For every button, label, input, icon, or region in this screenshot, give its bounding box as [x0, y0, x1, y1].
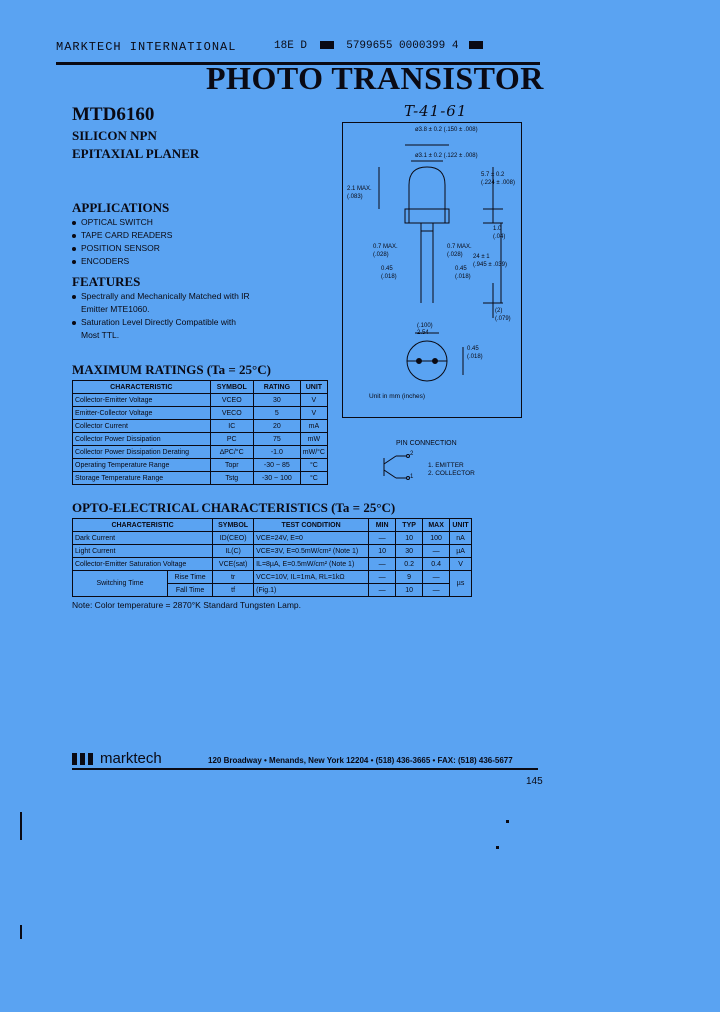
table-header-row — [73, 381, 328, 394]
features-heading: FEATURES — [72, 274, 141, 289]
pin-legend — [428, 462, 475, 478]
table-cell: (Fig.1) — [254, 584, 369, 597]
table-cell: °C — [300, 472, 327, 485]
table-cell: VECO — [210, 407, 253, 420]
table-cell: 9 — [396, 571, 423, 584]
list-item-text: OPTICAL SWITCH — [81, 217, 153, 227]
table-cell: mA — [300, 420, 327, 433]
table-cell: VCE(sat) — [213, 558, 254, 571]
table-cell: mW — [300, 433, 327, 446]
part-number: MTD6160 — [72, 104, 155, 125]
list-item-text: TAPE CARD READERS — [81, 230, 173, 240]
subtitle-silicon: SILICON NPN — [72, 128, 157, 143]
table-cell: IL=8µA, E=0.5mW/cm² (Note 1) — [254, 558, 369, 571]
table-cell: — — [369, 558, 396, 571]
pin-collector-label: 2. COLLECTOR — [428, 470, 475, 477]
table-cell: °C — [300, 459, 327, 472]
table-cell: — — [369, 532, 396, 545]
table-cell: µA — [450, 545, 472, 558]
table-cell: 30 — [253, 394, 300, 407]
table-row — [73, 472, 328, 485]
dim-pitch: (.100) 2.54 — [417, 323, 433, 336]
dim-lead-thick-right: 0.45 (.018) — [455, 266, 471, 280]
column-header: MIN — [369, 519, 396, 532]
table-cell: V — [300, 394, 327, 407]
bullet-icon — [72, 260, 76, 264]
table-cell: tf — [213, 584, 254, 597]
opto-heading: OPTO-ELECTRICAL CHARACTERISTICS (Ta = 25°C) — [72, 500, 396, 515]
page-number: 145 — [526, 776, 543, 787]
column-header: RATING — [253, 381, 300, 394]
column-header: UNIT — [300, 381, 327, 394]
bottom-rule — [72, 768, 538, 770]
column-header: SYMBOL — [213, 519, 254, 532]
applications-list — [72, 216, 172, 268]
table-cell: V — [300, 407, 327, 420]
column-header: SYMBOL — [210, 381, 253, 394]
scan-speck — [496, 846, 499, 849]
column-header: CHARACTERISTIC — [73, 381, 211, 394]
table-header-row — [73, 519, 472, 532]
dim-lead-length: 24 ± 1 (.945 ± .039) — [473, 254, 507, 268]
logo-bars-icon — [72, 753, 96, 765]
bullet-icon — [72, 295, 76, 299]
table-cell: Storage Temperature Range — [73, 472, 211, 485]
table-cell: tr — [213, 571, 254, 584]
scan-speck — [506, 820, 509, 823]
pin-connection-heading: PIN CONNECTION — [396, 440, 457, 447]
table-cell: 20 — [253, 420, 300, 433]
table-cell: 5 — [253, 407, 300, 420]
table-cell: nA — [450, 532, 472, 545]
table-row — [73, 545, 472, 558]
header-block-mark — [320, 41, 334, 49]
table-cell: ID(CEO) — [213, 532, 254, 545]
table-cell: 75 — [253, 433, 300, 446]
table-row — [73, 433, 328, 446]
drawing-units: Unit in mm (inches) — [369, 393, 425, 400]
table-cell: Emitter-Collector Voltage — [73, 407, 211, 420]
table-cell: IL(C) — [213, 545, 254, 558]
table-cell: 0.2 — [396, 558, 423, 571]
list-item — [72, 216, 172, 229]
table-cell: VCE=24V, E=0 — [254, 532, 369, 545]
list-item-text: Spectrally and Mechanically Matched with IR — [81, 291, 250, 301]
dim-inner-diameter: ø3.1 ± 0.2 (.122 ± .008) — [415, 153, 478, 159]
features-list — [72, 290, 250, 342]
table-cell: Topr — [210, 459, 253, 472]
pin-number-1: 1 — [410, 474, 414, 480]
table-row — [73, 394, 328, 407]
list-item — [72, 229, 172, 242]
package-outline-svg — [343, 123, 521, 417]
table-cell: Collector Power Dissipation Derating — [73, 446, 211, 459]
dim-stub: (2) (.079) — [495, 308, 511, 322]
column-header: TYP — [396, 519, 423, 532]
subtitle-epitaxial: EPITAXIAL PLANER — [72, 146, 200, 161]
dim-lead-left: 0.7 MAX. (.028) — [373, 244, 398, 258]
company-header: MARKTECH INTERNATIONAL — [56, 40, 237, 54]
list-item-cont: Most TTL. — [81, 330, 120, 340]
dim-side: 0.45 (.018) — [467, 346, 483, 360]
table-cell: VCC=10V, IL=1mA, RL=1kΩ — [254, 571, 369, 584]
table-cell: -30 ~ 100 — [253, 472, 300, 485]
dim-height: 2.1 MAX. (.083) — [347, 186, 372, 200]
table-cell: Collector Power Dissipation — [73, 433, 211, 446]
pin-number-2: 2 — [410, 451, 414, 457]
dim-lead-thick-left: 0.45 (.018) — [381, 266, 397, 280]
table-cell: IC — [210, 420, 253, 433]
table-cell: — — [423, 584, 450, 597]
table-cell: -30 ~ 85 — [253, 459, 300, 472]
table-row — [73, 407, 328, 420]
table-cell: 10 — [396, 584, 423, 597]
handwritten-note: T-41-61 — [404, 102, 468, 120]
table-cell: V — [450, 558, 472, 571]
table-cell: Collector Current — [73, 420, 211, 433]
table-cell: PC — [210, 433, 253, 446]
table-cell: Dark Current — [73, 532, 213, 545]
table-cell: µs — [450, 571, 472, 597]
column-header: CHARACTERISTIC — [73, 519, 213, 532]
column-header: UNIT — [450, 519, 472, 532]
table-cell: Rise Time — [168, 571, 213, 584]
dim-outer-diameter: ø3.8 ± 0.2 (.150 ± .008) — [415, 127, 478, 133]
table-cell: — — [369, 584, 396, 597]
table-cell: Switching Time — [73, 571, 168, 597]
table-cell: VCEO — [210, 394, 253, 407]
list-item — [72, 242, 172, 255]
table-cell: — — [423, 545, 450, 558]
scan-speck — [20, 812, 22, 840]
table-row — [73, 420, 328, 433]
table-cell: Light Current — [73, 545, 213, 558]
bullet-icon — [72, 247, 76, 251]
package-drawing — [342, 122, 522, 418]
table-row — [73, 459, 328, 472]
header-code-left: 18E D — [274, 40, 308, 52]
table-cell: Collector-Emitter Saturation Voltage — [73, 558, 213, 571]
list-item-text: POSITION SENSOR — [81, 243, 160, 253]
table-cell: 10 — [396, 532, 423, 545]
table-cell: Collector-Emitter Voltage — [73, 394, 211, 407]
header-code-mid: 5799655 0000399 4 — [346, 40, 459, 52]
table-cell: 0.4 — [423, 558, 450, 571]
table-cell: 10 — [369, 545, 396, 558]
list-item-text: ENCODERS — [81, 256, 130, 266]
table-row — [73, 446, 328, 459]
max-ratings-heading: MAXIMUM RATINGS (Ta = 25°C) — [72, 362, 271, 377]
table-cell: ∆PC/°C — [210, 446, 253, 459]
page-title: PHOTO TRANSISTOR — [206, 60, 544, 96]
table-row — [73, 558, 472, 571]
table-cell: Operating Temperature Range — [73, 459, 211, 472]
list-item — [72, 290, 250, 303]
opto-table — [72, 518, 472, 597]
table-cell: 100 — [423, 532, 450, 545]
list-item — [72, 255, 172, 268]
footer-address: 120 Broadway • Menands, New York 12204 • (518) 436-3665 • FAX: (518) 436-5677 — [208, 756, 513, 765]
list-item-text: Saturation Level Directly Compatible with — [81, 317, 236, 327]
table-cell: mW/°C — [300, 446, 327, 459]
list-item — [72, 316, 250, 329]
bullet-icon — [72, 221, 76, 225]
table-cell: -1.0 — [253, 446, 300, 459]
bullet-icon — [72, 234, 76, 238]
pin-emitter-label: 1. EMITTER — [428, 462, 464, 469]
applications-heading: APPLICATIONS — [72, 200, 170, 215]
table-cell: Fall Time — [168, 584, 213, 597]
table-row — [73, 532, 472, 545]
table-cell: — — [423, 571, 450, 584]
table-cell: 30 — [396, 545, 423, 558]
list-item-cont: Emitter MTE1060. — [81, 304, 150, 314]
column-header: MAX — [423, 519, 450, 532]
bullet-icon — [72, 321, 76, 325]
column-header: TEST CONDITION — [254, 519, 369, 532]
max-ratings-table — [72, 380, 328, 485]
table-cell: — — [369, 571, 396, 584]
table-cell: VCE=3V, E=0.5mW/cm² (Note 1) — [254, 545, 369, 558]
table-cell: Tstg — [210, 472, 253, 485]
table-row — [73, 571, 472, 584]
dim-flange: 1.0 (.04) — [493, 226, 506, 240]
marktech-logo: marktech — [72, 750, 162, 767]
header-block-mark — [469, 41, 483, 49]
header-code — [274, 40, 483, 52]
dim-body: 5.7 ± 0.2 (.224 ± .008) — [481, 172, 515, 186]
color-temperature-note: Note: Color temperature = 2870°K Standard Tungsten Lamp. — [72, 600, 302, 610]
dim-lead-right: 0.7 MAX. (.028) — [447, 244, 472, 258]
scan-speck — [20, 925, 22, 939]
